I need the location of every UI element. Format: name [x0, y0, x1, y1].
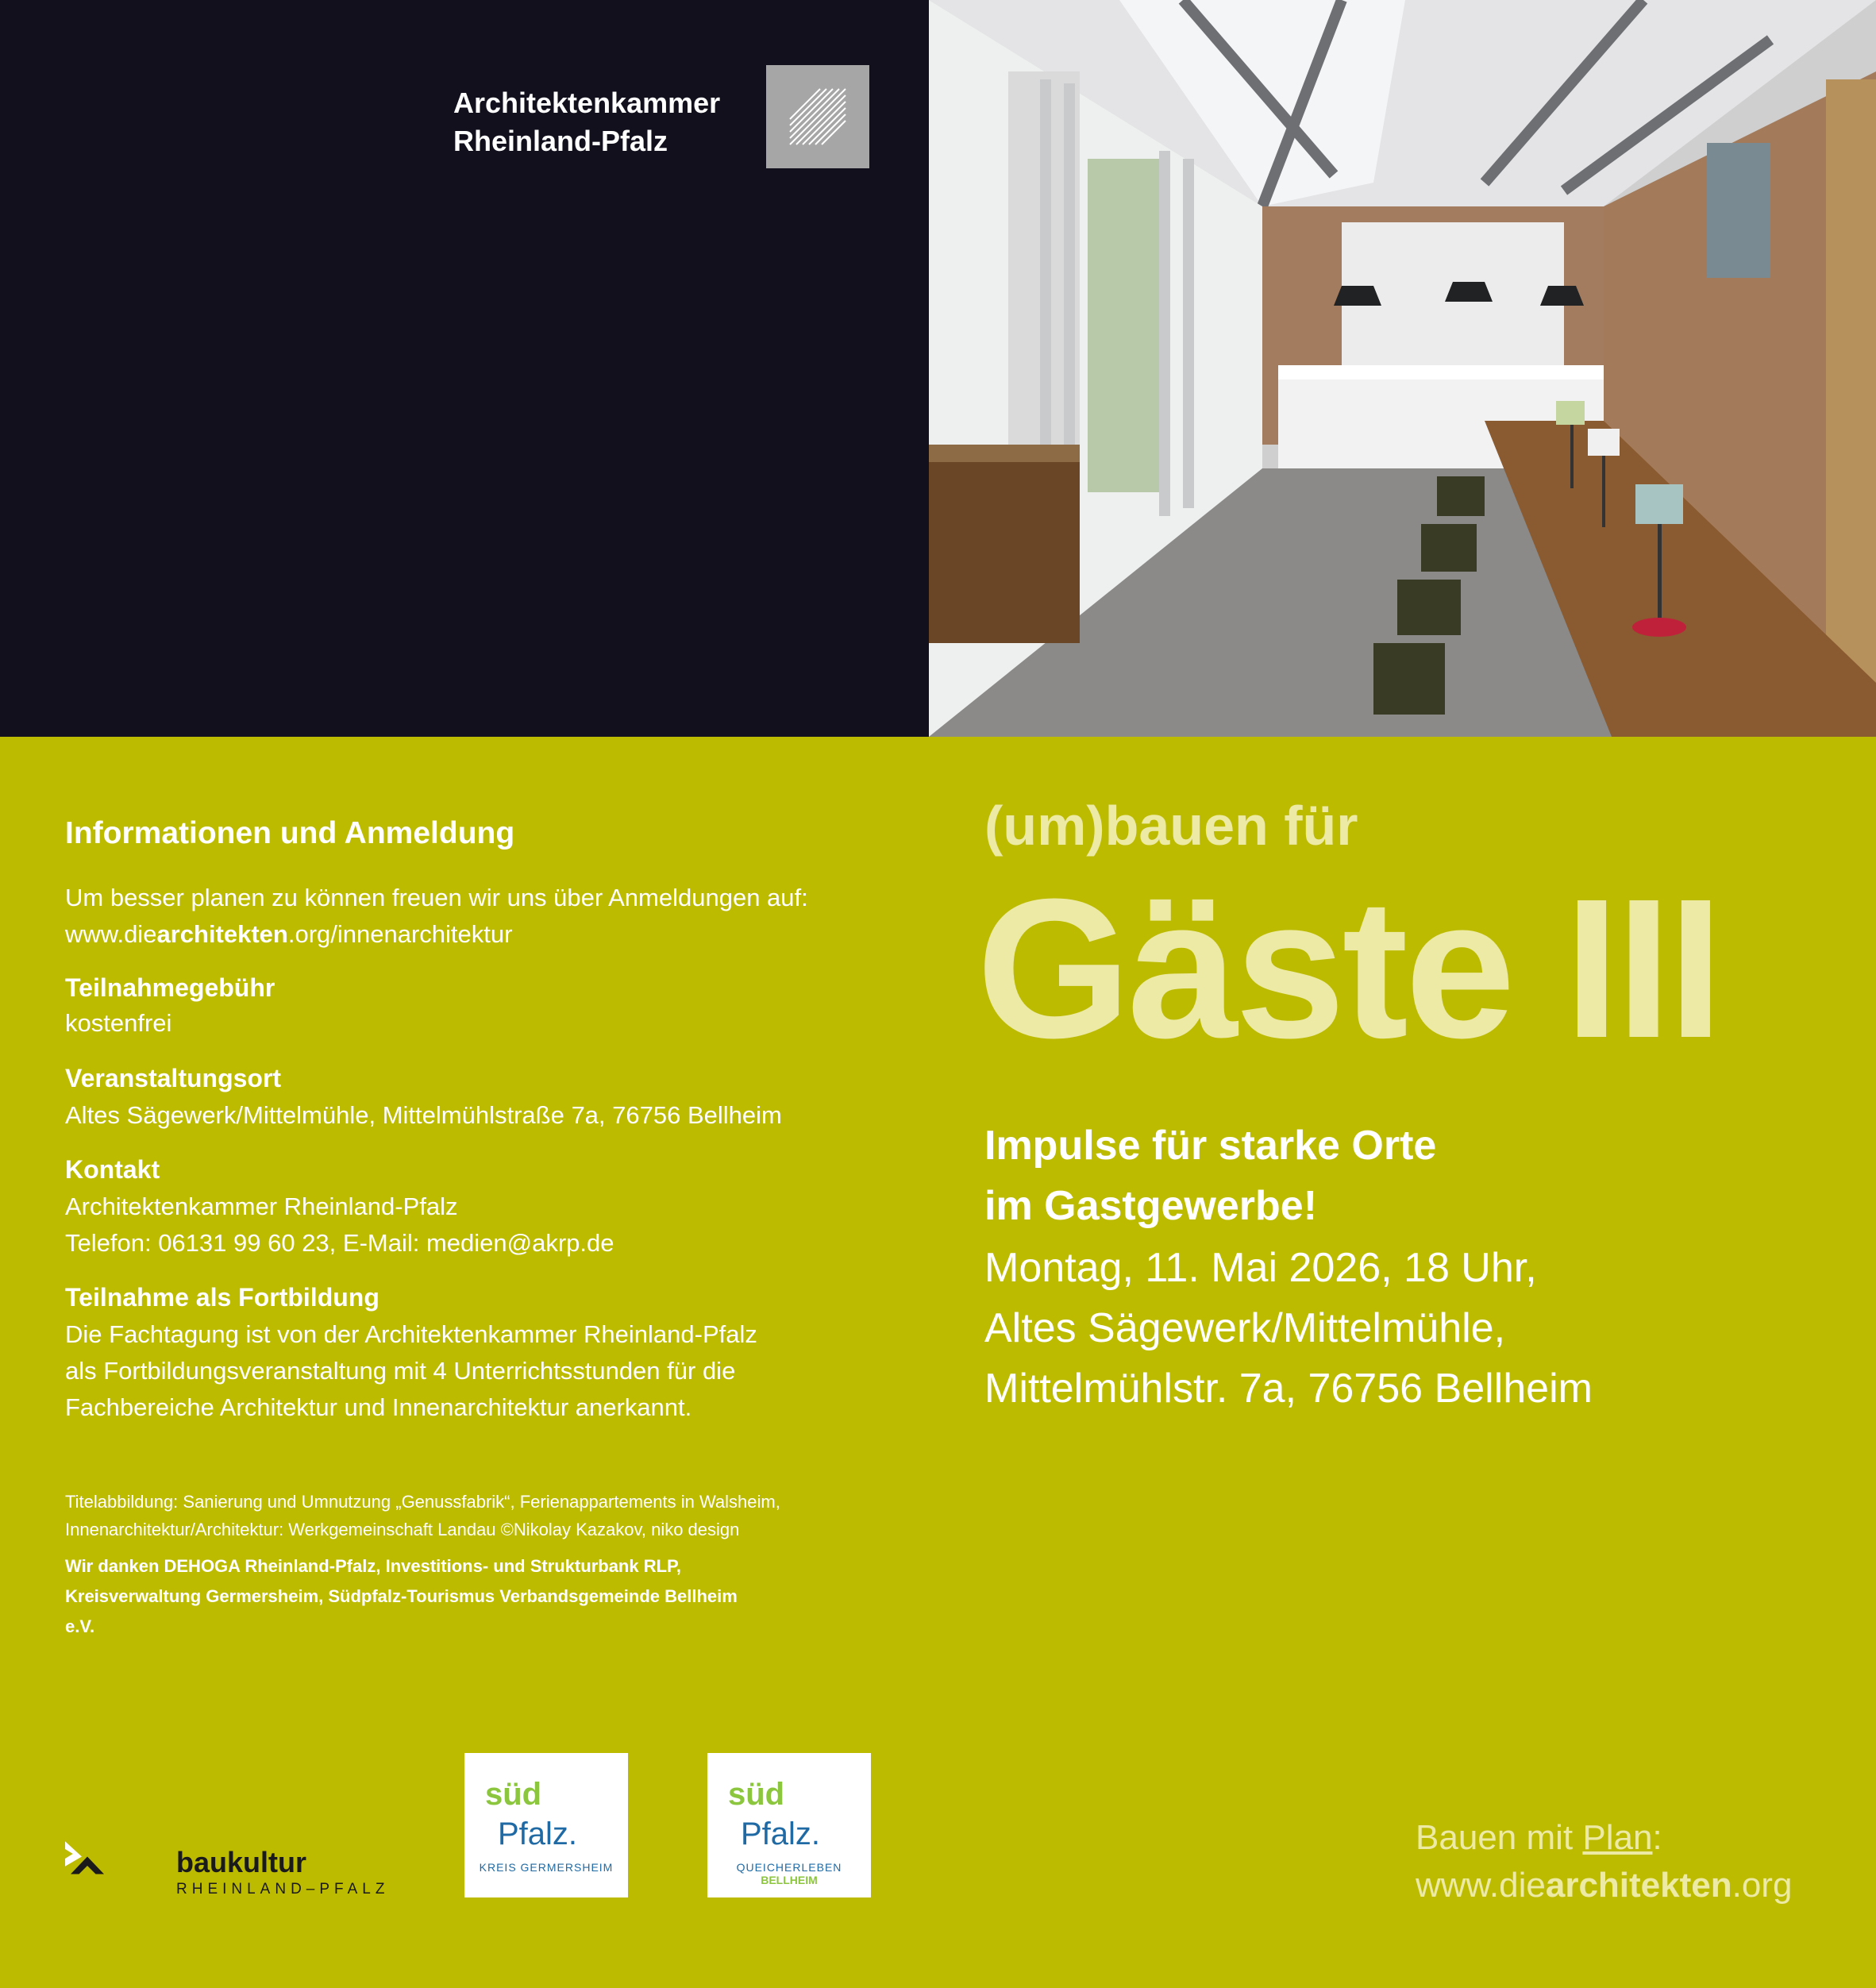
bauen-mit-plan [1416, 1814, 1792, 1909]
event-title: Gäste III [977, 857, 1720, 1079]
training-line1: Die Fachtagung ist von der Architektenkammer Rheinland-Pfalz [65, 1320, 757, 1348]
credit-line1: Titelabbildung: Sanierung und Umnutzung „Genussfabrik“, Ferienappartements in Walsheim, [65, 1492, 780, 1512]
plan-colon: : [1652, 1818, 1662, 1857]
contact-line2: Telefon: 06131 99 60 23, E-Mail: medien@akrp.de [65, 1229, 614, 1257]
info-heading: Informationen und Anmeldung [65, 816, 515, 850]
suedpfalz1-pfalz: Pfalz. [498, 1817, 578, 1851]
footer-url-bold: architekten [1545, 1866, 1732, 1905]
venue-value: Altes Sägewerk/Mittelmühle, Mittelmühlstraße 7a, 76756 Bellheim [65, 1101, 782, 1129]
thanks-line3: e.V. [65, 1616, 95, 1636]
cover-photo-interior [929, 0, 1876, 737]
architektenkammer-logo-icon [766, 65, 869, 168]
baukultur-logo-icon [65, 1806, 176, 1901]
event-tagline-line1: Impulse für starke Orte [984, 1123, 1437, 1169]
fee-heading: Teilnahmegebühr [65, 973, 275, 1002]
suedpfalz2-top: süd [728, 1777, 785, 1812]
registration-url[interactable] [65, 916, 512, 953]
suedpfalz1-top: süd [485, 1777, 542, 1812]
suedpfalz2-caption: QUEICHERLEBEN [736, 1861, 842, 1874]
plan-line [1416, 1814, 1792, 1862]
thanks-line2: Kreisverwaltung Germersheim, Südpfalz-Tourismus Verbandsgemeinde Bellheim [65, 1586, 738, 1606]
suedpfalz2-caption2: BELLHEIM [761, 1874, 818, 1886]
contact-heading: Kontakt [65, 1155, 160, 1184]
venue-heading: Veranstaltungsort [65, 1064, 282, 1092]
training-heading: Teilnahme als Fortbildung [65, 1283, 379, 1312]
registration-url-suffix: .org/innenarchitektur [287, 920, 513, 948]
org-name-line1: Architektenkammer [453, 87, 721, 119]
registration-url-bold: architekten [156, 920, 288, 948]
training-line3: Fachbereiche Architektur und Innenarchitektur anerkannt. [65, 1393, 692, 1421]
suedpfalz2-pfalz: Pfalz. [741, 1817, 821, 1851]
baukultur-name: baukultur [176, 1846, 307, 1878]
suedpfalz-germersheim-logo [464, 1753, 628, 1897]
baukultur-sub: RHEINLAND–PFALZ [176, 1881, 390, 1897]
org-name [453, 84, 720, 160]
event-date: Montag, 11. Mai 2026, 18 Uhr, [984, 1245, 1537, 1291]
training-line2: als Fortbildungsveranstaltung mit 4 Unterrichtsstunden für die [65, 1357, 736, 1385]
suedpfalz1-caption: KREIS GERMERSHEIM [479, 1861, 614, 1874]
registration-intro: Um besser planen zu können freuen wir uns über Anmeldungen auf: [65, 884, 808, 911]
suedpfalz-bellheim-logo [707, 1753, 871, 1897]
event-place-line2: Mittelmühlstr. 7a, 76756 Bellheim [984, 1366, 1593, 1412]
header-dark-panel [0, 0, 929, 737]
fee-value: kostenfrei [65, 1009, 172, 1037]
plan-word: Plan [1582, 1818, 1653, 1857]
footer-url-prefix: www.die [1416, 1866, 1546, 1905]
org-name-line2: Rheinland-Pfalz [453, 125, 668, 157]
event-details [984, 1238, 1593, 1419]
plan-prefix: Bauen mit [1416, 1818, 1583, 1857]
event-tagline [984, 1115, 1436, 1236]
event-kicker: (um)bauen für [984, 795, 1358, 857]
thanks-line1: Wir danken DEHOGA Rheinland-Pfalz, Investitions- und Strukturbank RLP, [65, 1556, 681, 1576]
contact-line1: Architektenkammer Rheinland-Pfalz [65, 1192, 458, 1220]
credit-line2: Innenarchitektur/Architektur: Werkgemeinschaft Landau ©Nikolay Kazakov, niko design [65, 1520, 740, 1539]
registration-url-prefix: www.die [65, 920, 157, 948]
footer-url-suffix: .org [1732, 1866, 1793, 1905]
footer-url[interactable] [1416, 1862, 1792, 1909]
event-place-line1: Altes Sägewerk/Mittelmühle, [984, 1305, 1506, 1351]
event-tagline-line2: im Gastgewerbe! [984, 1183, 1318, 1229]
